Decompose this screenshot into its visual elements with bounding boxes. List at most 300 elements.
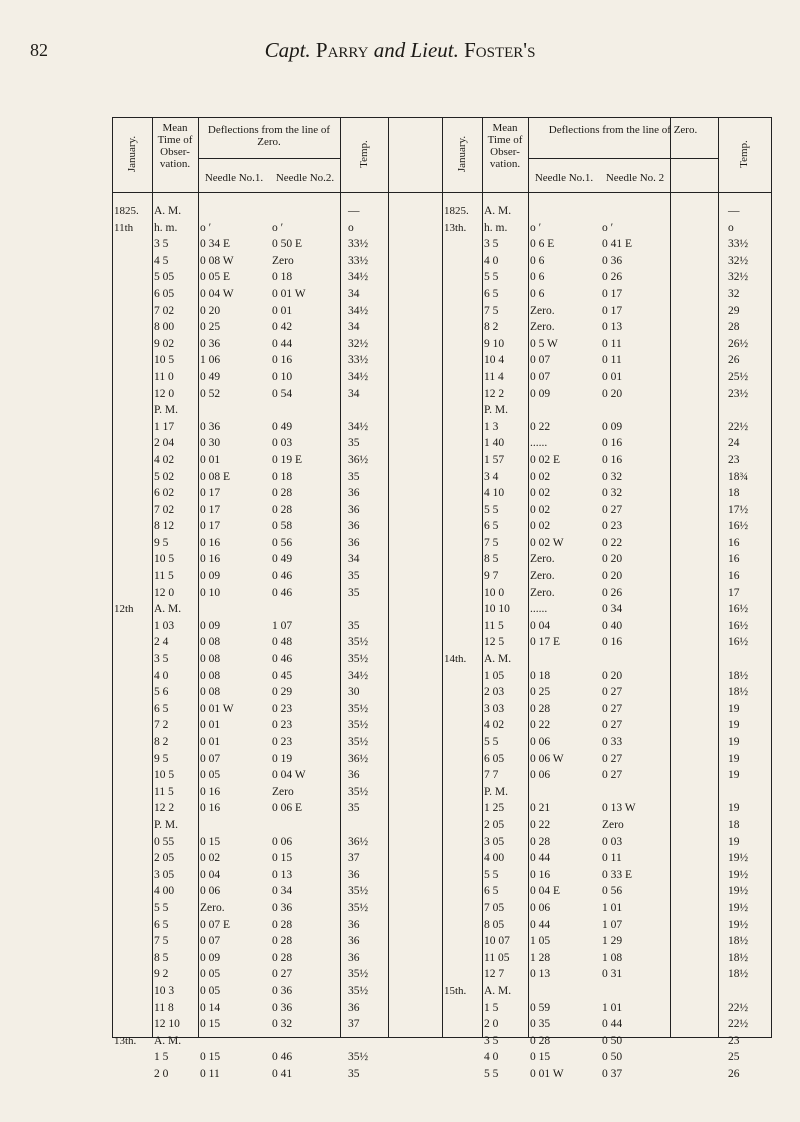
cell-time: 6 5 xyxy=(484,885,499,898)
cell-n1: 0 6 xyxy=(530,254,545,267)
cell-n1: 0 16 xyxy=(200,536,221,549)
cell-time: 10 5 xyxy=(154,553,175,566)
table-row xyxy=(442,551,772,568)
cell-time: 11 8 xyxy=(154,1001,174,1014)
cell-n2: 0 13 xyxy=(602,321,623,334)
cell-n1: 0 01 W xyxy=(200,702,234,715)
cell-temp: 36 xyxy=(348,951,360,964)
cell-n1: 0 44 xyxy=(530,852,551,865)
table-row xyxy=(442,800,772,817)
cell-n1: 0 08 xyxy=(200,653,221,666)
cell-temp: 35½ xyxy=(348,636,369,649)
table-row xyxy=(442,286,772,303)
cell-time: 4 0 xyxy=(154,669,169,682)
cell-time: 4 00 xyxy=(154,885,175,898)
cell-temp: 25½ xyxy=(728,370,749,383)
cell-temp: 19 xyxy=(728,736,740,748)
cell-n2: o ′ xyxy=(272,221,284,234)
table-row xyxy=(442,535,772,552)
table-row xyxy=(442,502,772,519)
cell-time: 9 2 xyxy=(154,968,169,981)
cell-time: 10 5 xyxy=(154,354,175,367)
cell-time: 2 05 xyxy=(484,818,505,831)
cell-n1: 0 5 W xyxy=(530,337,558,350)
cell-n1: 0 13 xyxy=(530,968,551,981)
cell-n2: 0 06 xyxy=(272,835,293,848)
cell-time: 8 2 xyxy=(484,321,499,334)
cell-time: P. M. xyxy=(154,404,178,417)
cell-n2: 0 26 xyxy=(602,586,623,599)
cell-n1: 0 01 xyxy=(200,736,221,748)
cell-temp: 22½ xyxy=(728,420,749,433)
cell-temp: 18½ xyxy=(728,686,749,699)
cell-n1: 0 6 E xyxy=(530,238,555,251)
cell-n2: 0 46 xyxy=(272,570,293,583)
cell-time: 8 2 xyxy=(154,736,169,748)
cell-n1: Zero. xyxy=(530,553,555,566)
table-row xyxy=(442,1049,772,1066)
cell-n2: 0 19 E xyxy=(272,453,303,466)
cell-n2: 0 13 xyxy=(272,868,293,881)
cell-temp: 34½ xyxy=(348,271,369,284)
page-number: 82 xyxy=(30,40,48,60)
cell-n1: Zero. xyxy=(530,570,555,583)
table-row xyxy=(112,834,442,851)
cell-n2: 0 01 xyxy=(272,304,293,317)
table-row xyxy=(442,601,772,618)
table-row xyxy=(112,850,442,867)
cell-n2: o ′ xyxy=(602,221,614,234)
cell-time: 3 5 xyxy=(154,653,169,666)
cell-n2: 0 28 xyxy=(272,487,293,500)
header-needle-1-right: Needle No.1. xyxy=(534,172,594,184)
cell-n1: 0 09 xyxy=(200,951,221,964)
table-row xyxy=(112,767,442,784)
table-row xyxy=(442,336,772,353)
cell-temp: 18¾ xyxy=(728,470,749,483)
table-row xyxy=(112,336,442,353)
cell-n1: 0 16 xyxy=(200,785,221,798)
cell-time: 2 04 xyxy=(154,437,175,450)
cell-temp: 34½ xyxy=(348,420,369,433)
cell-temp: 35½ xyxy=(348,984,369,997)
cell-n1: 0 08 xyxy=(200,636,221,649)
cell-temp: 16 xyxy=(728,553,740,566)
table-row xyxy=(112,269,442,286)
table-row xyxy=(442,1016,772,1033)
cell-n2: Zero xyxy=(272,254,294,267)
cell-n1: 0 16 xyxy=(530,868,551,881)
cell-n1: 0 02 xyxy=(530,470,551,483)
table-row xyxy=(112,817,442,834)
cell-n2: 0 32 xyxy=(272,1018,293,1031)
cell-n2: 0 28 xyxy=(272,918,293,931)
table-row xyxy=(112,386,442,403)
table-row xyxy=(112,701,442,718)
cell-n2: 0 03 xyxy=(272,437,293,450)
cell-temp: 22½ xyxy=(728,1001,749,1014)
running-head-capt: Capt. xyxy=(264,38,311,62)
cell-n2: 0 41 xyxy=(272,1067,293,1080)
cell-time: 5 5 xyxy=(484,1067,499,1080)
cell-n2: 0 27 xyxy=(602,769,623,782)
cell-n2: 0 22 xyxy=(602,536,623,549)
table-row xyxy=(442,784,772,801)
cell-temp: — xyxy=(728,205,740,217)
cell-n2: 0 32 xyxy=(602,487,623,500)
cell-n2: 0 09 xyxy=(602,420,623,433)
cell-time: 7 02 xyxy=(154,304,175,317)
cell-n1: 0 28 xyxy=(530,835,551,848)
cell-temp: 35½ xyxy=(348,1051,369,1064)
right-rows xyxy=(442,203,772,1082)
cell-n1: 0 09 xyxy=(200,570,221,583)
cell-time: 10 0 xyxy=(484,586,505,599)
cell-n2: 0 29 xyxy=(272,686,293,699)
cell-n1: 0 07 xyxy=(200,752,221,765)
running-head-parry: Parry xyxy=(315,38,369,62)
cell-n2: 0 16 xyxy=(602,636,623,649)
table-row xyxy=(112,867,442,884)
cell-temp: 16½ xyxy=(728,619,749,632)
table-row xyxy=(442,419,772,436)
cell-time: P. M. xyxy=(484,404,508,417)
cell-n2: 0 23 xyxy=(272,719,293,732)
cell-n2: 1 01 xyxy=(602,901,623,914)
cell-temp: 35½ xyxy=(348,653,369,666)
cell-n1: 0 34 E xyxy=(200,238,231,251)
table-row xyxy=(112,1049,442,1066)
table-row xyxy=(112,352,442,369)
cell-time: 5 6 xyxy=(154,686,169,699)
cell-n1: 0 52 xyxy=(200,387,221,400)
running-head xyxy=(0,38,800,63)
table-row xyxy=(112,435,442,452)
table-row xyxy=(442,933,772,950)
cell-time: 5 5 xyxy=(484,868,499,881)
table-row xyxy=(442,236,772,253)
cell-time: 5 5 xyxy=(154,901,169,914)
table-row xyxy=(112,1016,442,1033)
cell-n2: 0 28 xyxy=(272,503,293,516)
cell-temp: 36 xyxy=(348,769,360,782)
cell-n1: o ′ xyxy=(200,221,212,234)
header-temp: Temp. xyxy=(358,140,370,168)
running-head-foster: Foster's xyxy=(464,38,536,62)
table-row xyxy=(112,800,442,817)
cell-n2: 1 29 xyxy=(602,935,623,948)
cell-temp: 34 xyxy=(348,553,360,566)
cell-temp: 29 xyxy=(728,304,740,317)
table-row xyxy=(112,303,442,320)
cell-n1: 0 06 W xyxy=(530,752,564,765)
cell-time: 4 10 xyxy=(484,487,505,500)
cell-temp: 35 xyxy=(348,586,360,599)
cell-n1: Zero. xyxy=(530,304,555,317)
cell-time: 7 02 xyxy=(154,503,175,516)
cell-time: 9 5 xyxy=(154,752,169,765)
cell-n2: 1 01 xyxy=(602,1001,623,1014)
cell-time: 1 5 xyxy=(484,1001,499,1014)
cell-time: 12 5 xyxy=(484,636,505,649)
header-deflections: Deflections from the line of Zero. xyxy=(207,124,331,148)
table-row xyxy=(112,369,442,386)
table-row xyxy=(442,469,772,486)
cell-n1: 0 04 xyxy=(530,619,551,632)
cell-time: 10 3 xyxy=(154,984,175,997)
cell-time: 2 0 xyxy=(484,1018,499,1031)
table-row xyxy=(112,618,442,635)
cell-temp: 19 xyxy=(728,719,740,732)
cell-n1: 0 28 xyxy=(530,1034,551,1047)
cell-temp: 36 xyxy=(348,918,360,931)
cell-time: 10 4 xyxy=(484,354,505,367)
running-head-lieut: Lieut. xyxy=(410,38,459,62)
cell-temp: 25 xyxy=(728,1051,740,1064)
cell-time: 3 5 xyxy=(484,238,499,251)
table-row xyxy=(442,983,772,1000)
cell-n1: 0 09 xyxy=(200,619,221,632)
table-row xyxy=(112,286,442,303)
cell-time: 8 05 xyxy=(484,918,505,931)
observation-table xyxy=(112,117,772,1080)
cell-time: 3 5 xyxy=(484,1034,499,1047)
cell-temp: 18½ xyxy=(728,935,749,948)
cell-n1: 0 01 xyxy=(200,453,221,466)
table-row xyxy=(442,701,772,718)
table-row xyxy=(112,502,442,519)
table-row xyxy=(112,601,442,618)
cell-temp: 16 xyxy=(728,570,740,583)
cell-n2: 0 03 xyxy=(602,835,623,848)
cell-temp: 18 xyxy=(728,487,740,500)
cell-time: 7 5 xyxy=(154,935,169,948)
cell-n1: 0 17 xyxy=(200,503,221,516)
cell-n1: 0 10 xyxy=(200,586,221,599)
cell-time: 8 5 xyxy=(484,553,499,566)
table-row xyxy=(112,917,442,934)
cell-n1: 0 05 xyxy=(200,968,221,981)
cell-n2: 0 27 xyxy=(272,968,293,981)
cell-n2: 0 46 xyxy=(272,653,293,666)
table-right-half xyxy=(442,118,772,1080)
cell-n1: Zero. xyxy=(530,586,555,599)
cell-time: A. M. xyxy=(154,205,182,217)
cell-temp: 19 xyxy=(728,752,740,765)
cell-n1: 0 15 xyxy=(200,1018,221,1031)
cell-n2: 0 32 xyxy=(602,470,623,483)
cell-n1: 0 07 xyxy=(200,935,221,948)
cell-temp: 36½ xyxy=(348,752,369,765)
cell-temp: 26½ xyxy=(728,337,749,350)
table-row xyxy=(112,1066,442,1083)
cell-n1: 0 02 E xyxy=(530,453,561,466)
cell-n1: Zero. xyxy=(530,321,555,334)
table-row xyxy=(442,684,772,701)
cell-temp: 19 xyxy=(728,802,740,815)
cell-n2: Zero xyxy=(272,785,294,798)
cell-n2: 0 26 xyxy=(602,271,623,284)
cell-time: 4 02 xyxy=(484,719,505,732)
cell-temp: 34 xyxy=(348,321,360,334)
cell-n2: 0 11 xyxy=(602,337,622,350)
cell-n2: 0 17 xyxy=(602,304,623,317)
cell-n1: o ′ xyxy=(530,221,542,234)
cell-time: 4 5 xyxy=(154,254,169,267)
cell-time: 6 05 xyxy=(484,752,505,765)
cell-n2: 0 44 xyxy=(602,1018,623,1031)
header-needle-2-right: Needle No. 2 xyxy=(605,172,665,184)
header-month: January. xyxy=(126,135,138,173)
table-row xyxy=(112,950,442,967)
cell-time: 9 5 xyxy=(154,536,169,549)
cell-n2: 0 34 xyxy=(272,885,293,898)
cell-time: 3 03 xyxy=(484,702,505,715)
cell-n2: 0 20 xyxy=(602,553,623,566)
cell-temp: 33½ xyxy=(728,238,749,251)
cell-temp: 18½ xyxy=(728,669,749,682)
cell-n2: 0 27 xyxy=(602,719,623,732)
cell-date: 13th. xyxy=(114,1034,137,1047)
cell-n2: 0 50 xyxy=(602,1051,623,1064)
cell-n2: 0 41 E xyxy=(602,238,633,251)
cell-date: 12th xyxy=(114,603,134,616)
cell-n2: 0 11 xyxy=(602,354,622,367)
header-month-right: January. xyxy=(456,135,468,173)
cell-temp: 35 xyxy=(348,470,360,483)
table-row xyxy=(442,386,772,403)
cell-time: 8 12 xyxy=(154,520,175,533)
cell-n1: 0 28 xyxy=(530,702,551,715)
table-row xyxy=(112,717,442,734)
cell-n2: 0 16 xyxy=(602,437,623,450)
cell-n2: 1 07 xyxy=(602,918,623,931)
cell-temp: o xyxy=(348,221,354,234)
cell-time: 6 5 xyxy=(484,520,499,533)
cell-time: A. M. xyxy=(484,205,512,217)
running-head-and: and xyxy=(373,38,406,62)
cell-date: 15th. xyxy=(444,984,467,997)
cell-temp: 26 xyxy=(728,1067,740,1080)
cell-time: h. m. xyxy=(484,221,508,234)
cell-n2: 0 13 W xyxy=(602,802,636,815)
cell-n2: 0 36 xyxy=(272,901,293,914)
cell-temp: 16 xyxy=(728,536,740,549)
cell-temp: 36 xyxy=(348,1001,360,1014)
cell-n1: 0 35 xyxy=(530,1018,551,1031)
cell-time: 5 05 xyxy=(154,271,175,284)
cell-temp: 36½ xyxy=(348,835,369,848)
cell-time: 2 03 xyxy=(484,686,505,699)
cell-time: 5 02 xyxy=(154,470,175,483)
table-row xyxy=(442,900,772,917)
cell-temp: 33½ xyxy=(348,354,369,367)
table-row xyxy=(442,203,772,220)
cell-time: 8 5 xyxy=(154,951,169,964)
cell-n1: 0 22 xyxy=(530,420,551,433)
cell-n2: 0 20 xyxy=(602,570,623,583)
cell-time: 9 7 xyxy=(484,570,499,583)
cell-n1: 0 06 xyxy=(530,769,551,782)
cell-time: 2 4 xyxy=(154,636,169,649)
cell-date: 1825. xyxy=(444,205,469,217)
cell-time: 9 10 xyxy=(484,337,505,350)
cell-n1: 0 04 E xyxy=(530,885,561,898)
cell-n1: 0 17 xyxy=(200,487,221,500)
cell-time: 11 5 xyxy=(154,785,174,798)
table-row xyxy=(442,651,772,668)
cell-n1: 0 06 xyxy=(530,736,551,748)
table-row xyxy=(112,651,442,668)
cell-time: 10 07 xyxy=(484,935,510,948)
table-row xyxy=(442,950,772,967)
cell-n2: 0 27 xyxy=(602,686,623,699)
cell-n1: 0 08 E xyxy=(200,470,231,483)
cell-n1: 0 02 xyxy=(530,503,551,516)
cell-time: 4 0 xyxy=(484,254,499,267)
cell-n1: 0 17 xyxy=(200,520,221,533)
cell-time: A. M. xyxy=(484,984,512,997)
table-row xyxy=(442,917,772,934)
cell-n1: 0 36 xyxy=(200,420,221,433)
cell-n2: 0 50 E xyxy=(272,238,303,251)
cell-time: 1 5 xyxy=(154,1051,169,1064)
cell-temp: 36 xyxy=(348,520,360,533)
cell-n1: 0 49 xyxy=(200,370,221,383)
cell-n1: 1 28 xyxy=(530,951,551,964)
cell-temp: 34 xyxy=(348,387,360,400)
cell-n2: 0 49 xyxy=(272,553,293,566)
table-row xyxy=(442,253,772,270)
cell-n2: 0 34 xyxy=(602,603,623,616)
cell-n2: 0 27 xyxy=(602,752,623,765)
cell-n1: 0 25 xyxy=(530,686,551,699)
cell-time: 10 10 xyxy=(484,603,510,616)
cell-n1: 0 15 xyxy=(200,1051,221,1064)
cell-time: 11 5 xyxy=(154,570,174,583)
cell-time: 7 5 xyxy=(484,304,499,317)
cell-temp: 22½ xyxy=(728,1018,749,1031)
cell-time: A. M. xyxy=(154,1034,182,1047)
table-row xyxy=(442,867,772,884)
cell-temp: 19½ xyxy=(728,852,749,865)
cell-temp: 36½ xyxy=(348,453,369,466)
cell-temp: 23½ xyxy=(728,387,749,400)
table-row xyxy=(112,203,442,220)
header-needle-1: Needle No.1. xyxy=(204,172,264,184)
cell-n2: 0 31 xyxy=(602,968,623,981)
cell-temp: o xyxy=(728,221,734,234)
cell-time: 1 03 xyxy=(154,619,175,632)
cell-time: 5 5 xyxy=(484,271,499,284)
cell-n2: 0 17 xyxy=(602,287,623,300)
cell-n1: 0 22 xyxy=(530,818,551,831)
cell-n1: 1 05 xyxy=(530,935,551,948)
cell-temp: 35 xyxy=(348,1067,360,1080)
cell-n1: 0 09 xyxy=(530,387,551,400)
cell-n1: 0 22 xyxy=(530,719,551,732)
table-row xyxy=(442,668,772,685)
cell-n1: 0 44 xyxy=(530,918,551,931)
cell-temp: 35½ xyxy=(348,736,369,748)
cell-temp: 35½ xyxy=(348,885,369,898)
cell-n1: 0 6 xyxy=(530,287,545,300)
cell-time: 11 05 xyxy=(484,951,510,964)
cell-n2: 0 28 xyxy=(272,935,293,948)
cell-n2: 0 46 xyxy=(272,586,293,599)
cell-temp: 24 xyxy=(728,437,740,450)
cell-n2: 0 37 xyxy=(602,1067,623,1080)
